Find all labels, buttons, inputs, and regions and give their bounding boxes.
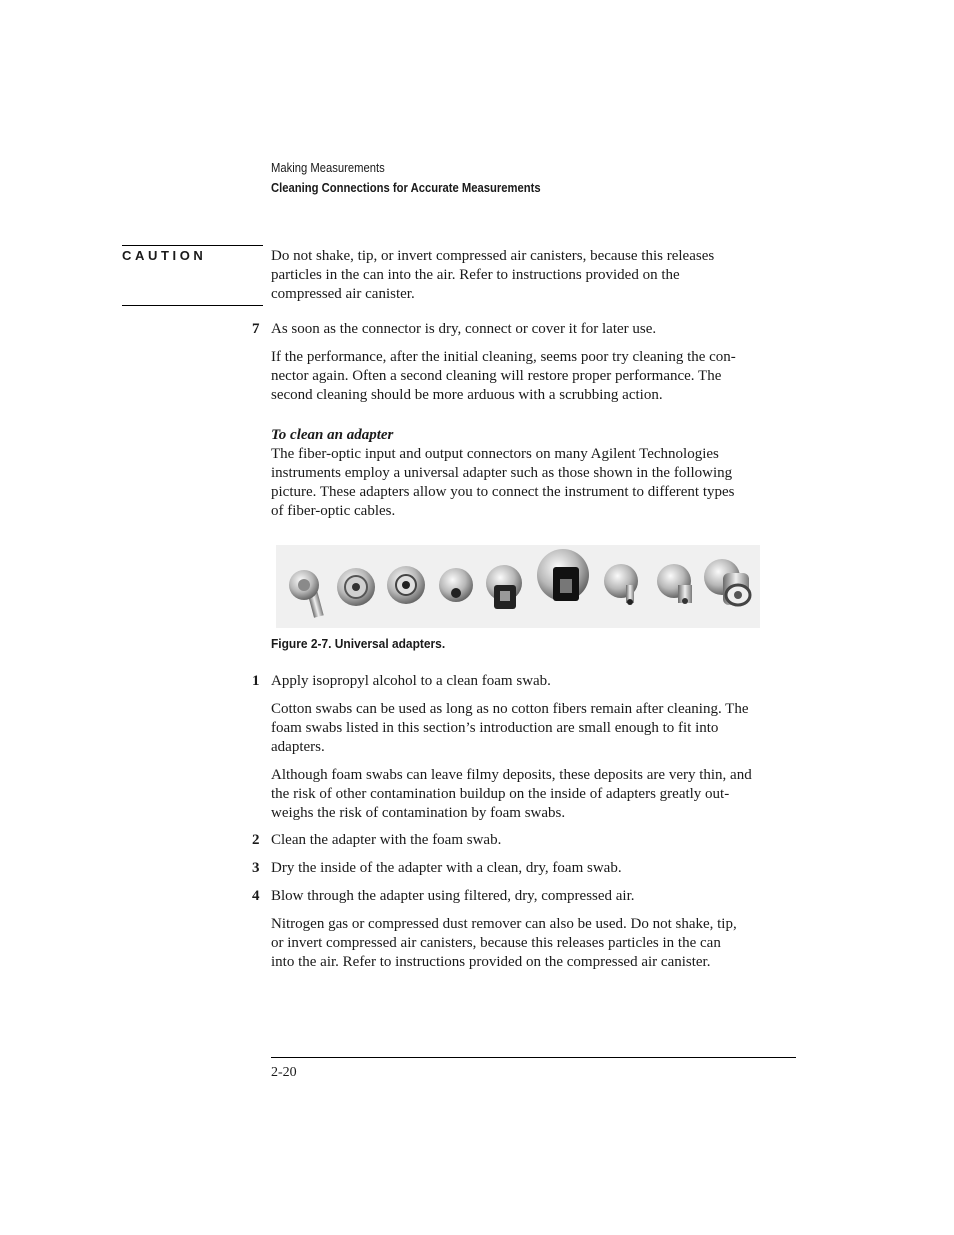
note-line: second cleaning should be more arduous with a scrubbing action. bbox=[271, 387, 663, 403]
note-line: weighs the risk of contamination by foam swabs. bbox=[271, 805, 566, 821]
note-line: into the air. Refer to instructions provided on the compressed air canister. bbox=[271, 954, 711, 970]
adapter-2 bbox=[337, 568, 375, 606]
caution-top-rule bbox=[122, 245, 263, 246]
adapters-illustration bbox=[276, 545, 760, 628]
intro-line: picture. These adapters allow you to connect the instrument to different types bbox=[271, 484, 735, 500]
adapter-4 bbox=[439, 568, 473, 602]
caution-text bbox=[271, 247, 796, 304]
step-number: 4 bbox=[252, 888, 260, 904]
section-intro bbox=[271, 445, 796, 521]
adapter-9 bbox=[704, 559, 750, 605]
step-number: 7 bbox=[252, 321, 260, 337]
note-line: or invert compressed air canisters, because this releases particles in the can bbox=[271, 935, 721, 951]
footer-rule bbox=[271, 1057, 796, 1058]
note-line: foam swabs listed in this section’s introduction are small enough to fit into bbox=[271, 720, 719, 736]
adapter-5 bbox=[486, 565, 522, 609]
step-note bbox=[271, 766, 796, 823]
note-line: Nitrogen gas or compressed dust remover can also be used. Do not shake, tip, bbox=[271, 916, 737, 932]
intro-line: of fiber-optic cables. bbox=[271, 503, 396, 519]
step-number: 3 bbox=[252, 860, 260, 876]
adapter-6 bbox=[537, 549, 589, 601]
note-line: the risk of other contamination buildup on the inside of adapters greatly out- bbox=[271, 786, 730, 802]
caution-bottom-rule bbox=[122, 305, 263, 306]
adapter-1 bbox=[289, 570, 324, 618]
universal-adapters-image bbox=[276, 545, 760, 628]
section-heading: To clean an adapter bbox=[271, 427, 394, 443]
caution-line: particles in the can into the air. Refer to instructions provided on the bbox=[271, 267, 680, 283]
step-text: Blow through the adapter using filtered, dry, compressed air. bbox=[271, 888, 635, 904]
note-line: If the performance, after the initial cleaning, seems poor try cleaning the con- bbox=[271, 349, 736, 365]
note-line: Cotton swabs can be used as long as no cotton fibers remain after cleaning. The bbox=[271, 701, 749, 717]
adapter-3 bbox=[387, 566, 425, 604]
step-text: Dry the inside of the adapter with a clean, dry, foam swab. bbox=[271, 860, 622, 876]
running-header-subsection: Cleaning Connections for Accurate Measurements bbox=[271, 181, 541, 195]
step-note bbox=[271, 700, 796, 757]
caution-label: CAUTION bbox=[122, 248, 207, 263]
note-line: nector again. Often a second cleaning will restore proper performance. The bbox=[271, 368, 722, 384]
note-line: adapters. bbox=[271, 739, 325, 755]
note-line: Although foam swabs can leave filmy deposits, these deposits are very thin, and bbox=[271, 767, 752, 783]
intro-line: The fiber-optic input and output connectors on many Agilent Technologies bbox=[271, 446, 719, 462]
step-number: 2 bbox=[252, 832, 260, 848]
step-note bbox=[271, 348, 796, 405]
running-header-section: Making Measurements bbox=[271, 161, 385, 175]
adapter-8 bbox=[657, 564, 692, 604]
figure-caption: Figure 2-7. Universal adapters. bbox=[271, 636, 446, 651]
step-text: As soon as the connector is dry, connect or cover it for later use. bbox=[271, 321, 657, 337]
step-text: Clean the adapter with the foam swab. bbox=[271, 832, 502, 848]
step-note bbox=[271, 915, 796, 972]
caution-line: Do not shake, tip, or invert compressed air canisters, because this releases bbox=[271, 248, 715, 264]
adapter-7 bbox=[604, 564, 638, 605]
page-number: 2-20 bbox=[271, 1065, 297, 1080]
step-number: 1 bbox=[252, 673, 260, 689]
step-text: Apply isopropyl alcohol to a clean foam swab. bbox=[271, 673, 551, 689]
caution-line: compressed air canister. bbox=[271, 286, 415, 302]
intro-line: instruments employ a universal adapter such as those shown in the following bbox=[271, 465, 733, 481]
